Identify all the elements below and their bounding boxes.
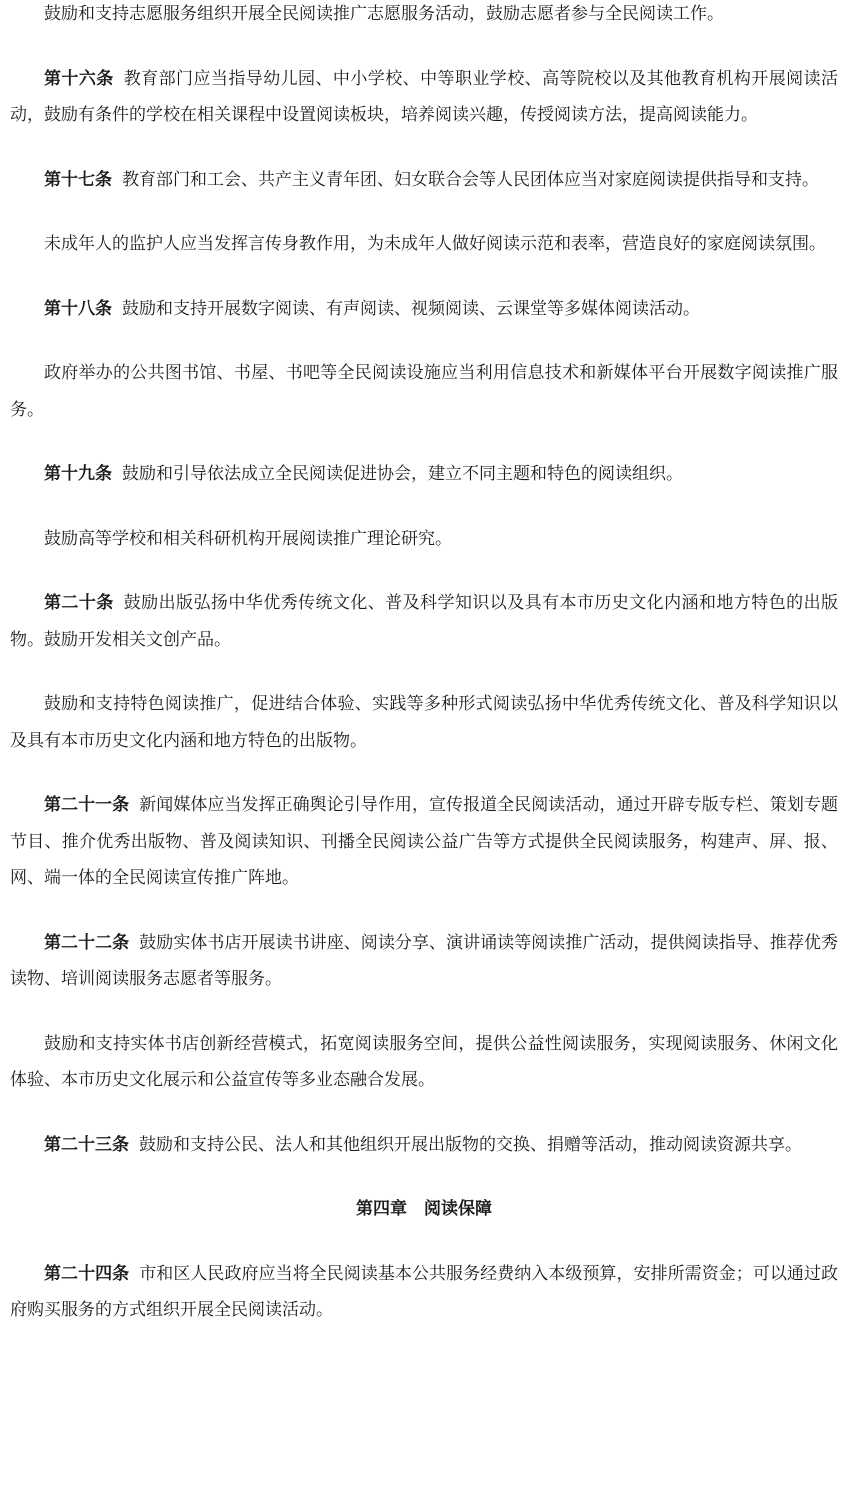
article-21: [10, 787, 838, 897]
paragraph-text: 未成年人的监护人应当发挥言传身教作用，为未成年人做好阅读示范和表率，营造良好的家庭阅读氛围。: [44, 234, 826, 254]
article-number: 第二十二条: [44, 932, 130, 953]
article-22: [10, 925, 838, 998]
paragraph-text: 鼓励出版弘扬中华优秀传统文化、普及科学知识以及具有本市历史文化内涵和地方特色的出版物。鼓励开发相关文创产品。: [10, 593, 839, 650]
paragraph-text: 教育部门应当指导幼儿园、中小学校、中等职业学校、高等院校以及其他教育机构开展阅读活动，鼓励有条件的学校在相关课程中设置阅读板块，培养阅读兴趣，传授阅读方法，提高阅读能力。: [10, 68, 839, 125]
paragraph-text: 鼓励和支持志愿服务组织开展全民阅读推广志愿服务活动，鼓励志愿者参与全民阅读工作。: [44, 4, 724, 24]
paragraph-text: 新闻媒体应当发挥正确舆论引导作用，宣传报道全民阅读活动，通过开辟专版专栏、策划专题节目、推介优秀出版物、普及阅读知识、刊播全民阅读公益广告等方式提供全民阅读服务，构建声、屏、报、网、端一体的全民阅读宣传推广阵地。: [10, 795, 839, 888]
paragraph-text: 教育部门和工会、共产主义青年团、妇女联合会等人民团体应当对家庭阅读提供指导和支持。: [122, 169, 819, 190]
article-number: 第二十四条: [44, 1263, 130, 1284]
article-16: [10, 61, 838, 134]
article-number: 第二十条: [44, 593, 114, 613]
paragraph-research: [10, 521, 838, 558]
article-17: [10, 162, 838, 199]
paragraph-text: 鼓励和支持特色阅读推广，促进结合体验、实践等多种形式阅读弘扬中华优秀传统文化、普及科学知识以及具有本市历史文化内涵和地方特色的出版物。: [10, 694, 838, 751]
article-number: 第二十三条: [44, 1134, 129, 1155]
paragraph-text: 鼓励和支持开展数字阅读、有声阅读、视频阅读、云课堂等多媒体阅读活动。: [122, 298, 700, 319]
article-number: 第十六条: [44, 68, 114, 89]
chapter-heading: 第四章 阅读保障: [356, 1199, 492, 1219]
article-23: [10, 1127, 838, 1164]
article-18: [10, 291, 838, 328]
paragraph-bookstore: [10, 1026, 838, 1099]
paragraph-digital-reading: [10, 355, 838, 428]
article-number: 第十七条: [44, 169, 112, 190]
paragraph-text: 政府举办的公共图书馆、书屋、书吧等全民阅读设施应当利用信息技术和新媒体平台开展数字阅读推广服务。: [10, 363, 838, 420]
article-number: 第十九条: [44, 464, 112, 484]
paragraph-text: 鼓励实体书店开展读书讲座、阅读分享、演讲诵读等阅读推广活动，提供阅读指导、推荐优秀读物、培训阅读服务志愿者等服务。: [10, 932, 839, 989]
paragraph-guardian: [10, 226, 838, 263]
article-19: [10, 456, 838, 493]
paragraph-text: 市和区人民政府应当将全民阅读基本公共服务经费纳入本级预算，安排所需资金；可以通过政府购买服务的方式组织开展全民阅读活动。: [10, 1263, 839, 1320]
paragraph-text: 鼓励和支持公民、法人和其他组织开展出版物的交换、捐赠等活动，推动阅读资源共享。: [139, 1134, 802, 1155]
paragraph-text: 鼓励和引导依法成立全民阅读促进协会，建立不同主题和特色的阅读组织。: [122, 464, 683, 484]
article-24: [10, 1256, 838, 1329]
paragraph-volunteer: [10, 0, 838, 33]
article-number: 第十八条: [44, 298, 112, 319]
paragraph-text: 鼓励高等学校和相关科研机构开展阅读推广理论研究。: [44, 528, 452, 549]
paragraph-special-reading: [10, 686, 838, 759]
paragraph-text: 鼓励和支持实体书店创新经营模式，拓宽阅读服务空间，提供公益性阅读服务，实现阅读服务、休闲文化体验、本市历史文化展示和公益宣传等多业态融合发展。: [10, 1033, 838, 1090]
article-number: 第二十一条: [44, 795, 130, 815]
article-20: [10, 585, 838, 658]
